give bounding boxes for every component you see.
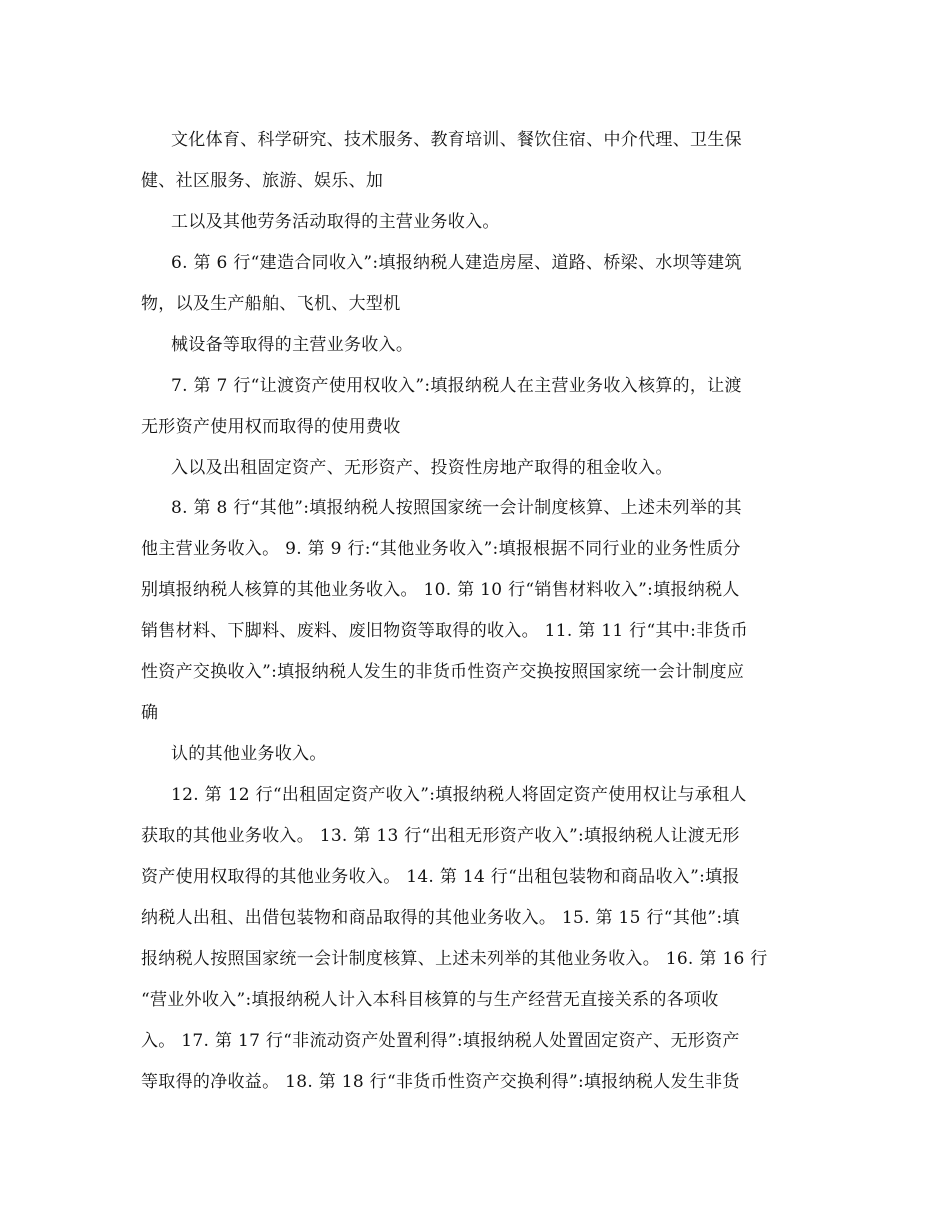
- text-line: 获取的其他业务收入。 13. 第 13 行“出租无形资产收入”:填报纳税人让渡无形: [141, 826, 740, 846]
- text-line: 入。 17. 第 17 行“非流动资产处置利得”:填报纳税人处置固定资产、无形资产: [141, 1031, 740, 1051]
- text-line: 无形资产使用权而取得的使用费收: [141, 417, 401, 437]
- text-line: 他主营业务收入。 9. 第 9 行:“其他业务收入”:填报根据不同行业的业务性质分: [141, 539, 741, 559]
- text-line: 纳税人出租、出借包装物和商品取得的其他业务收入。 15. 第 15 行“其他”:填: [141, 908, 740, 928]
- text-line: 入以及出租固定资产、无形资产、投资性房地产取得的租金收入。: [171, 458, 673, 478]
- text-line: 报纳税人按照国家统一会计制度核算、上述未列举的其他业务收入。 16. 第 16 行: [141, 949, 768, 969]
- text-line: 12. 第 12 行“出租固定资产收入”:填报纳税人将固定资产使用权让与承租人: [171, 785, 747, 805]
- text-line: “营业外收入”:填报纳税人计入本科目核算的与生产经营无直接关系的各项收: [141, 990, 719, 1010]
- text-line: 工以及其他劳务活动取得的主营业务收入。: [171, 212, 500, 232]
- text-line: 认的其他业务收入。: [171, 744, 327, 764]
- text-line: 性资产交换收入”:填报纳税人发生的非货币性资产交换按照国家统一会计制度应: [141, 662, 745, 682]
- text-line: 销售材料、下脚料、废料、废旧物资等取得的收入。 11. 第 11 行“其中:非货币: [141, 621, 748, 641]
- text-line: 别填报纳税人核算的其他业务收入。 10. 第 10 行“销售材料收入”:填报纳税人: [141, 580, 740, 600]
- text-line: 8. 第 8 行“其他”:填报纳税人按照国家统一会计制度核算、上述未列举的其: [171, 498, 742, 518]
- text-line: 等取得的净收益。 18. 第 18 行“非货币性资产交换利得”:填报纳税人发生非货: [141, 1072, 740, 1092]
- text-line: 6. 第 6 行“建造合同收入”:填报纳税人建造房屋、道路、桥梁、水坝等建筑: [171, 253, 742, 273]
- text-line: 械设备等取得的主营业务收入。: [171, 335, 414, 355]
- text-line: 物，以及生产船舶、飞机、大型机: [141, 294, 401, 314]
- text-line: 确: [141, 703, 159, 723]
- text-line: 文化体育、科学研究、技术服务、教育培训、餐饮住宿、中介代理、卫生保: [171, 130, 742, 150]
- text-line: 健、社区服务、旅游、娱乐、加: [141, 171, 384, 191]
- text-line: 资产使用权取得的其他业务收入。 14. 第 14 行“出租包装物和商品收入”:填报: [141, 867, 740, 887]
- text-line: 7. 第 7 行“让渡资产使用权收入”:填报纳税人在主营业务收入核算的，让渡: [171, 376, 742, 396]
